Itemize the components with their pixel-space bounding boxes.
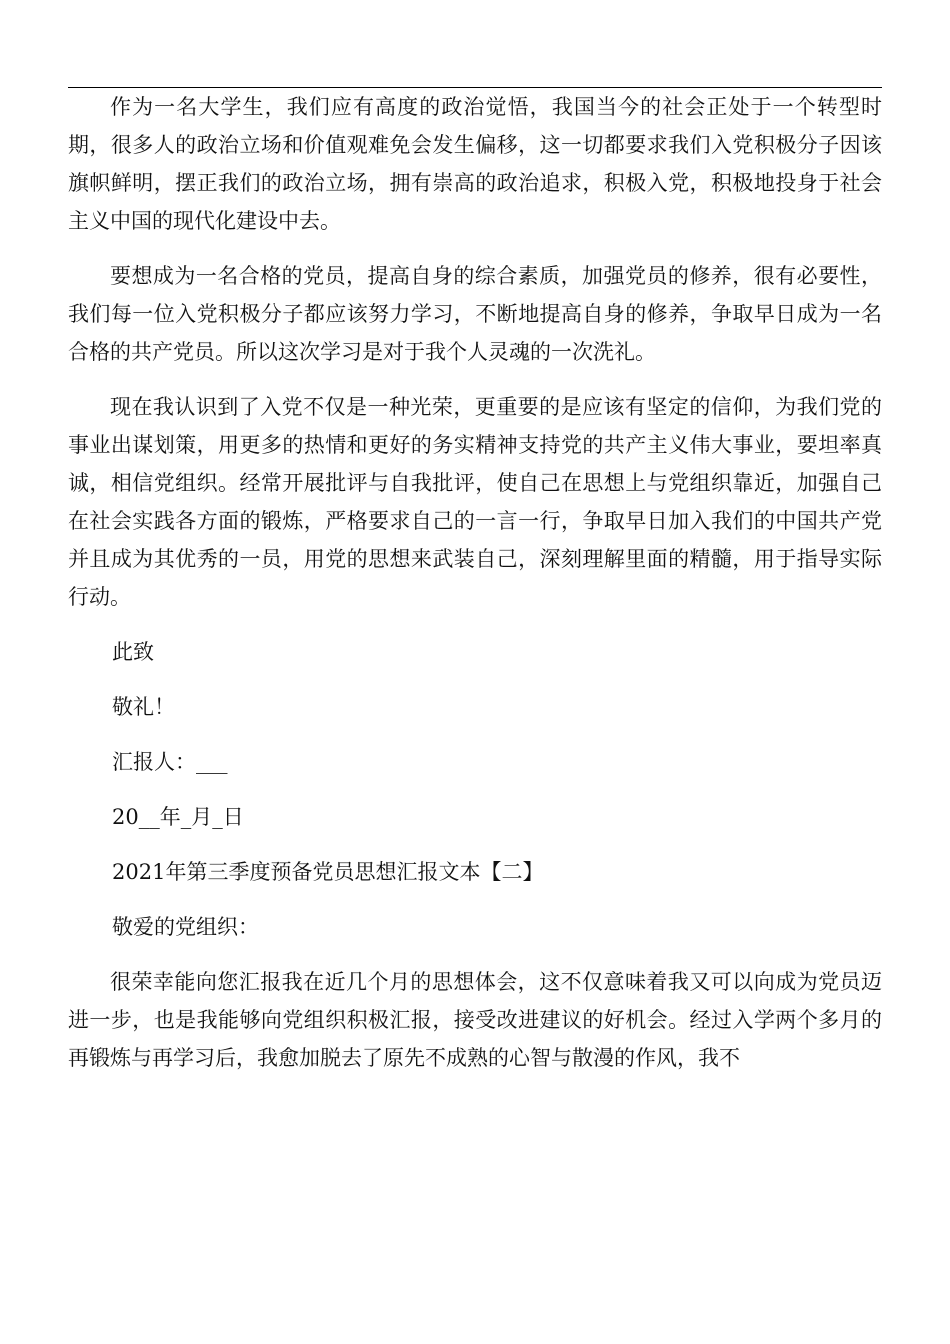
greeting-line: 敬爱的党组织： (112, 915, 259, 939)
paragraph-qualified-member: 要想成为一名合格的党员，提高自身的综合素质，加强党员的修养，很有必要性，我们每一位入党积极分子都应该努力学习，不断地提高自身的修养，争取早日成为一名合格的共产党员。所以这次学习是对于我个人灵魂的一次洗礼。 (68, 264, 882, 364)
section-title: 2021年第三季度预备党员思想汇报文本【二】 (112, 860, 544, 884)
paragraph-report-intro: 很荣幸能向您汇报我在近几个月的思想体会，这不仅意味着我又可以向成为党员迈进一步，也是我能够向党组织积极汇报，接受改进建议的好机会。经过入学两个多月的再锻炼与再学习后，我愈加脱去了原先不成熟的心智与散漫的作风，我不 (68, 970, 882, 1070)
paragraph-belief: 现在我认识到了入党不仅是一种光荣，更重要的是应该有坚定的信仰，为我们党的事业出谋划策，用更多的热情和更好的务实精神支持党的共产主义伟大事业，要坦率真诚，相信党组织。经常开展批评与自我批评，使自己在思想上与党组织靠近，加强自己在社会实践各方面的锻炼，严格要求自己的一言一行，争取早日加入我们的中国共产党并且成为其优秀的一员，用党的思想来武装自己，深刻理解里面的精髓，用于指导实际行动。 (68, 395, 882, 609)
document-body (68, 88, 882, 1077)
reporter-line: 汇报人：___ (112, 750, 228, 774)
salute-text: 敬礼！ (112, 695, 175, 719)
date-line: 20__年_月_日 (112, 805, 244, 829)
paragraph-political-awareness: 作为一名大学生，我们应有高度的政治觉悟，我国当今的社会正处于一个转型时期，很多人的政治立场和价值观难免会发生偏移，这一切都要求我们入党积极分子因该旗帜鲜明，摆正我们的政治立场，拥有崇高的政治追求，积极入党，积极地投身于社会主义中国的现代化建设中去。 (68, 95, 882, 233)
closing-text: 此致 (112, 640, 154, 664)
